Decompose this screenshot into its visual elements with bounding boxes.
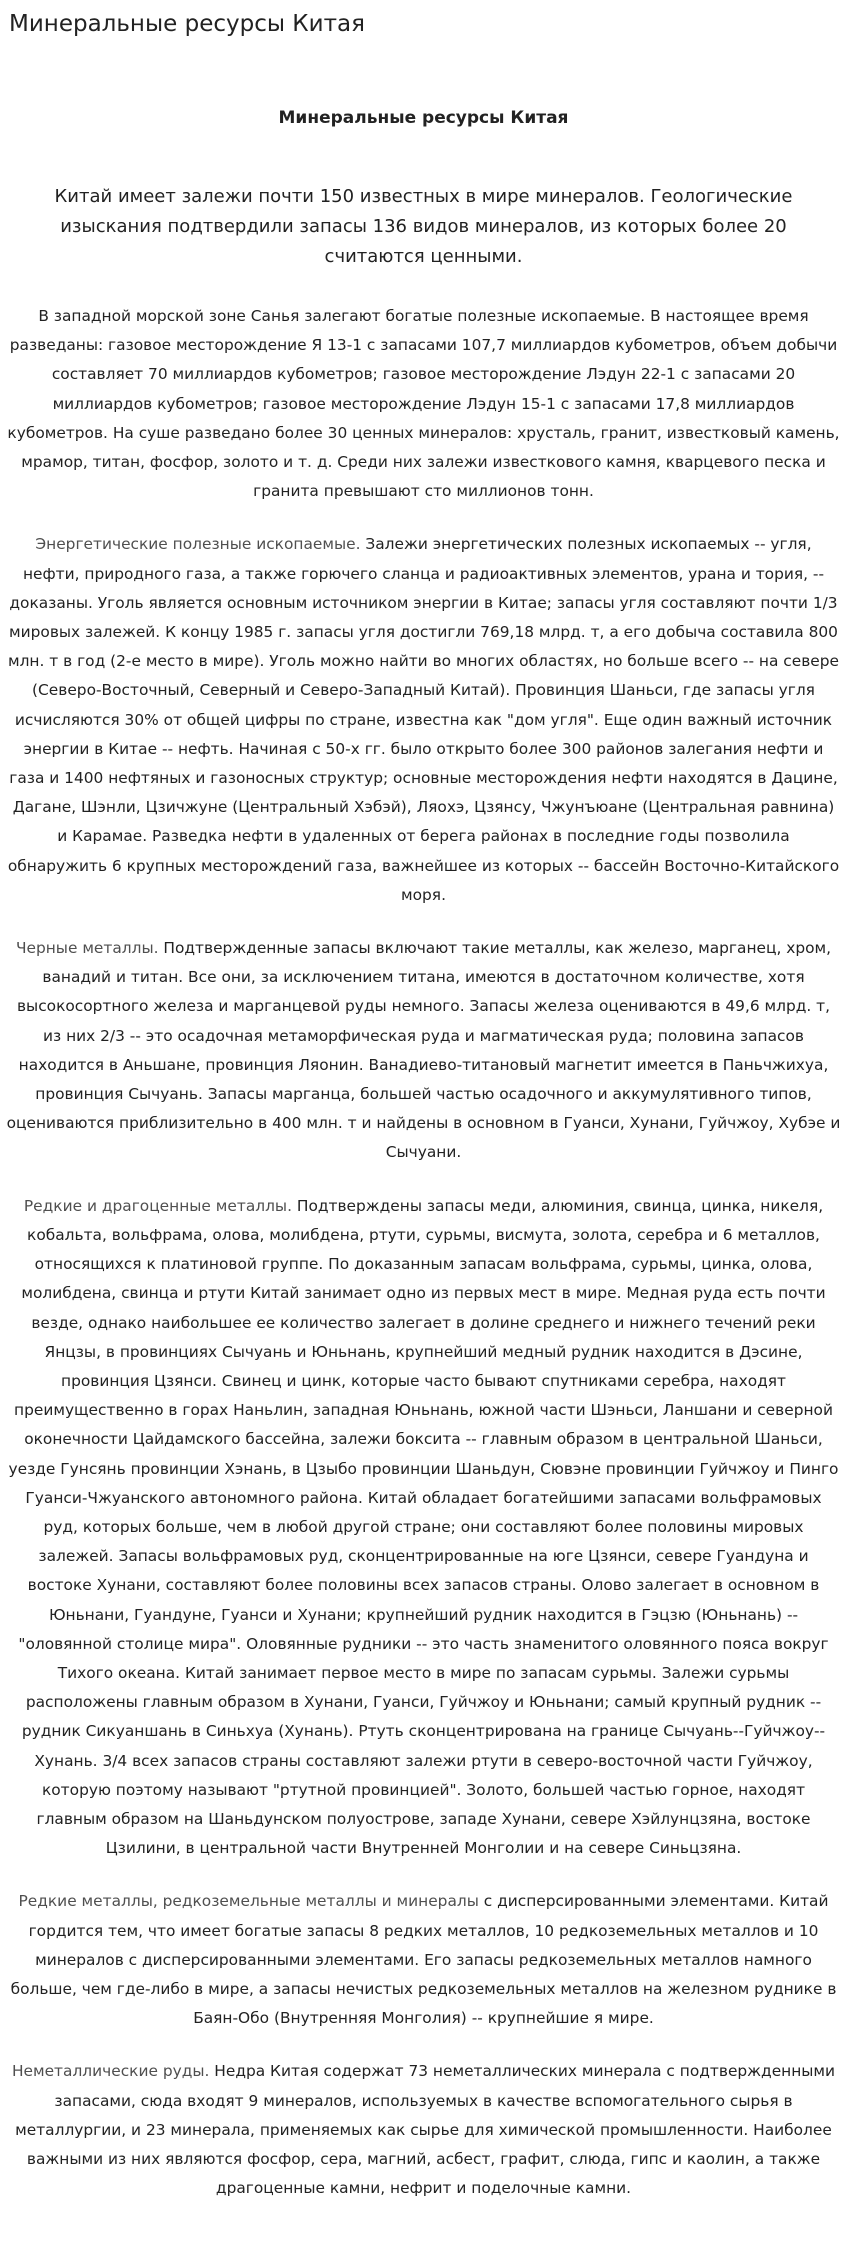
- paragraph-lead: Черные металлы.: [15, 939, 159, 958]
- article-title: Минеральные ресурсы Китая: [278, 108, 569, 128]
- paragraph-lead: Редкие и драгоценные металлы.: [23, 1196, 292, 1215]
- paragraph-lead: Неметаллические руды.: [11, 2062, 210, 2081]
- paragraph-text: В западной морской зоне Санья залегают богатые полезные ископаемые. В настоящее время разведаны: газовое месторождение Я 13-1 с запасами 107,7 миллиардов кубометров, объем добычи составляет 70 миллиардов кубометров; газовое месторождение Лэдун 22-1 с запасами 20 миллиардов кубометров; газовое месторождение Лэдун 15-1 с запасами 17,8 миллиардов кубометров. На суше разведано более 30 ценных минералов: хрусталь, гранит, известковый камень, мрамор, титан, фосфор, золото и т. д. Среди них залежи известкового камня, кварцевого песка и гранита превышают сто миллионов тонн.: [7, 307, 840, 501]
- paragraph-text: Залежи энергетических полезных ископаемых -- угля, нефти, природного газа, а также горючего сланца и радиоактивных элементов, урана и тория, -- доказаны. Уголь является основным источником энергии в Китае; запасы угля составляют почти 1/3 мировых залежей. К концу 1985 г. запасы угля достигли 769,18 млрд. т, а его добыча составила 800 млн. т в год (2-е место в мире). Уголь можно найти во многих областях, но больше всего -- на севере (Северо-Восточный, Северный и Северо-Западный Китай). Провинция Шаньси, где запасы угля исчисляются 30% от общей цифры по стране, известна как "дом угля". Еще один важный источник энергии в Китае -- нефть. Начиная с 50-х гг. было открыто более 300 районов залегания нефти и газа и 1400 нефтяных и газоносных структур; основные месторождения нефти находятся в Дацине, Дагане, Шэнли, Цзичжуне (Центральный Хэбэй), Ляохэ, Цзянсу, Чжунъюане (Центральная равнина) и Карамае. Разведка нефти в удаленных от берега районах в последние годы позволила обнаружить 6 крупных месторождений газа, важнейшее из которых -- бассейн Восточно-Китайского моря.: [7, 535, 840, 904]
- paragraph-text: Недра Китая содержат 73 неметаллических минерала с подтвержденными запасами, сюда входят 9 минералов, используемых в качестве вспомогательного сырья в металлургии, и 23 минерала, применяемых как сырье для химической промышленности. Наиболее важными из них являются фосфор, сера, магний, асбест, графит, слюда, гипс и каолин, а также драгоценные камни, нефрит и поделочные камни.: [15, 2062, 836, 2198]
- paragraph-text: Подтвержденные запасы включают такие металлы, как железо, марганец, хром, ванадий и титан. Все они, за исключением титана, имеются в достаточном количестве, хотя высокосортного железа и марганцевой руды немного. Запасы железа оцениваются в 49,6 млрд. т, из них 2/3 -- это осадочная метаморфическая руда и магматическая руда; половина запасов находится в Аньшане, провинция Ляонин. Ванадиево-титановый магнетит имеется в Паньчжихуа, провинция Сычуань. Запасы марганца, большей частью осадочного и аккумулятивного типов, оцениваются приблизительно в 400 млн. т и найдены в основном в Гуанси, Хунани, Гуйчжоу, Хубэе и Сычуани.: [6, 939, 841, 1162]
- paragraph-sanya-zone: [6, 302, 841, 506]
- paragraph-text: с дисперсированными элементами. Китай гордится тем, что имеет богатые запасы 8 редких металлов, 10 редкоземельных металлов и 10 минералов с дисперсированными элементами. Его запасы редкоземельных металлов намного больше, чем где-либо в мире, а запасы нечистых редкоземельных металлов на железном руднике в Баян-Обо (Внутренняя Монголия) -- крупнейшие я мире.: [10, 1892, 837, 2028]
- paragraph-energy-minerals: [6, 530, 841, 910]
- article-intro: Китай имеет залежи почти 150 известных в мире минералов. Геологические изыскания подтвердили запасы 136 видов минералов, из которых более 20 считаются ценными.: [54, 186, 793, 267]
- article: [0, 106, 847, 2203]
- paragraph-rare-precious-metals: [6, 1192, 841, 1864]
- paragraph-rare-earth-metals: [6, 1887, 841, 2033]
- paragraph-lead: Редкие металлы, редкоземельные металлы и минералы: [18, 1892, 479, 1911]
- page-title: Минеральные ресурсы Китая: [9, 11, 365, 37]
- paragraph-lead: Энергетические полезные ископаемые.: [35, 535, 361, 554]
- paragraph-text: Подтверждены запасы меди, алюминия, свинца, цинка, никеля, кобальта, вольфрама, олова, молибдена, ртути, сурьмы, висмута, золота, серебра и 6 металлов, относящихся к платиновой группе. По доказанным запасам вольфрама, сурьмы, цинка, олова, молибдена, свинца и ртути Китай занимает одно из первых мест в мире. Медная руда есть почти везде, однако наибольшее ее количество залегает в долине среднего и нижнего течений реки Янцзы, в провинциях Сычуань и Юньнань, крупнейший медный рудник находится в Дэсине, провинция Цзянси. Свинец и цинк, которые часто бывают спутниками серебра, находят преимущественно в горах Наньлин, западная Юньнань, южной части Шэньси, Ланшани и северной оконечности Цайдамского бассейна, залежи боксита -- главным образом в центральной Шаньси, уезде Гунсянь провинции Хэнань, в Цзыбо провинции Шаньдун, Сювэне провинции Гуйчжоу и Пинго Гуанси-Чжуанского автономного района. Китай обладает богатейшими запасами вольфрамовых руд, которых больше, чем в любой другой стране; они составляют более половины мировых залежей. Запасы вольфрамовых руд, сконцентрированные на юге Цзянси, севере Гуандуна и востоке Хунани, составляют более половины всех запасов страны. Олово залегает в основном в Юньнани, Гуандуне, Гуанси и Хунани; крупнейший рудник находится в Гэцзю (Юньнань) -- "оловянной столице мира". Оловянные рудники -- это часть знаменитого оловянного пояса вокруг Тихого океана. Китай занимает первое место в мире по запасам сурьмы. Залежи сурьмы расположены главным образом в Хунани, Гуанси, Гуйчжоу и Юньнани; самый крупный рудник -- рудник Сикуаншань в Синьхуа (Хунань). Ртуть сконцентрирована на границе Сычуань--Гуйчжоу--Хунань. 3/4 всех запасов страны составляют залежи ртути в северо-восточной части Гуйчжоу, которую поэтому называют "ртутной провинцией". Золото, большей частью горное, находят главным образом на Шаньдунском полуострове, западе Хунани, севере Хэйлунцзяна, востоке Цзилини, в центральной части Внутренней Монголии и на севере Синьцзяна.: [8, 1196, 839, 1858]
- paragraph-ferrous-metals: [6, 934, 841, 1168]
- paragraph-nonmetallic-ores: [6, 2057, 841, 2203]
